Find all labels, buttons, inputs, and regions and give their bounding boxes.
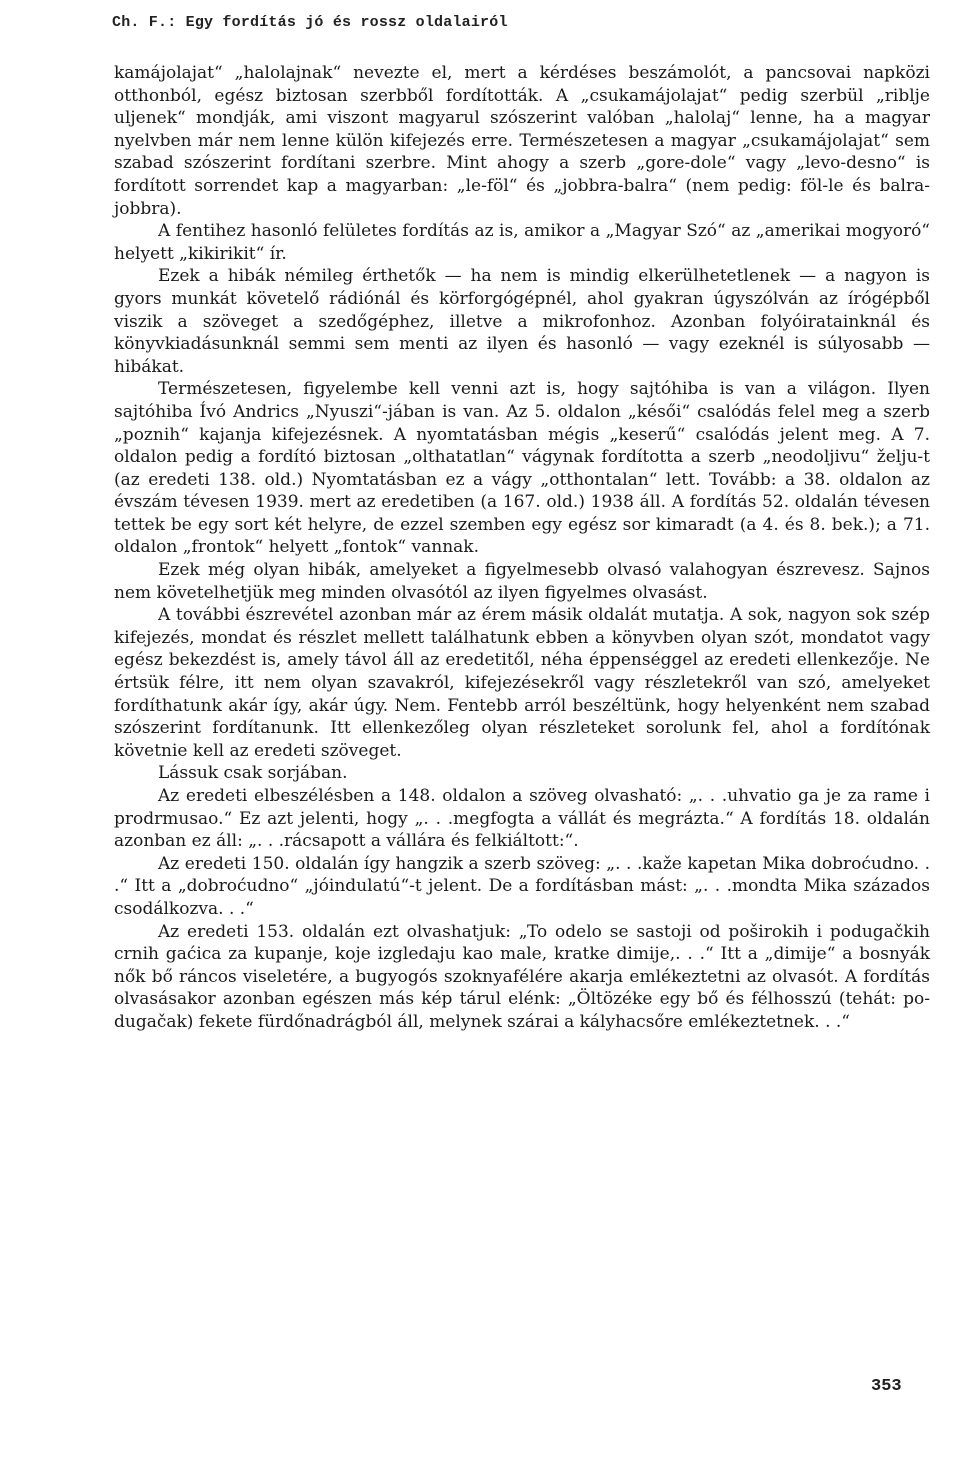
paragraph: Az eredeti elbeszélésben a 148. oldalon a szöveg olvasható: „. . .uhvatio ga je za rame i prodrmusao.“ Ez azt jelenti, hogy „. . .megfogta a vállát és megrázta.“ A fordítás 18. oldalán azonban ez áll: „. . .rácsapott a vállára és felkiáltott:“. [114,786,930,852]
paragraph: Az eredeti 153. oldalán ezt olvashatjuk: „To odelo se sastoji od poširokih i podugačkih crnih gaćica za kupanje, koje izgledaju kao male, kratke dimije,. . .“ Itt a „dimije“ a bosnyák nők bő ráncos viseletére, a bugyogós szoknyafélére akarja emlékeztetni az olvasót. A fordítás olvasásakor azonban egészen más kép tárul elénk: „Öltözéke egy bő és félhosszú (tehát: po-dugačak) fekete fürdőnadrágból áll, melynek szárai a kályhacsőre emlékeztetnek. . .“ [114,921,930,1032]
paragraph: A további észrevétel azonban már az érem másik oldalát mutatja. A sok, nagyon sok szép kifejezés, mondat és részlet mellett találhatunk ebben a könyvben olyan szót, mondatot vagy egész bekezdést is, amely távol áll az eredetitől, néha éppenséggel az eredeti ellenkezője. Ne értsük félre, itt nem olyan szavakról, kifejezésekről vagy részletekről van szó, amelyeket fordíthatunk akár így, akár úgy. Nem. Fentebb arról beszéltünk, hogy helyenként nem szabad szószerint fordítanunk. Itt ellenkezőleg olyan részleteket sorolunk fel, ahol a fordítónak követnie kell az eredeti szöveget. [114,605,930,761]
paragraph: Ezek a hibák némileg érthetők — ha nem is mindig elkerülhetetlenek — a nagyon is gyors munkát követelő rádiónál és körforgógépnél, ahol gyakran úgyszólván az írógépből viszik a szöveget a szedőgéphez, illetve a mikrofonhoz. Azonban folyóiratainknál és könyvkiadásunknál semmi sem menti az ilyen és hasonló — vagy ezeknél is súlyosabb — hibákat. [114,266,930,377]
body-text [114,62,930,1034]
paragraph: Természetesen, figyelembe kell venni azt is, hogy sajtóhiba is van a világon. Ilyen sajtóhiba Ívó Andrics „Nyuszi“-jában is van. Az 5. oldalon „késői“ csalódás felel meg a szerb „poznih“ kajanja kifejezésnek. A nyomtatásban mégis „keserű“ csalódás jelent meg. A 7. oldalon pedig a fordító biztosan „olthatatlan“ vágynak fordította a szerb „neodoljivu“ želju-t (az eredeti 138. old.) Nyomtatásban ez a vágy „otthontalan“ lett. Tovább: a 38. oldalon az évszám tévesen 1939. mert az eredetiben (a 167. old.) 1938 áll. A fordítás 52. oldalán tévesen tettek be egy sort két helyre, de ezzel szemben egy egész sor kimaradt (a 4. és 8. bek.); a 71. oldalon „frontok“ helyett „fontok“ vannak. [114,379,930,558]
paragraph: Lássuk csak sorjában. [158,763,348,784]
page-number: 353 [871,1377,902,1396]
paragraph: Az eredeti 150. oldalán így hangzik a szerb szöveg: „. . .kaže kapetan Mika dobroćudno. . .“ Itt a „dobroćudno“ „jóindulatú“-t jelent. De a fordításban mást: „. . .mondta Mika százados csodálkozva. . .“ [114,853,930,919]
running-head: Ch. F.: Egy fordítás jó és rossz oldalairól [112,14,508,31]
paragraph: kamájolajat“ „halolajnak“ nevezte el, mert a kérdéses beszámolót, a pancsovai napközi otthonból, egész biztosan szerbből fordították. A „csukamájolajat“ pedig szerbül „riblje uljenek“ mondják, ami viszont magyarul szószerint valóban „halolaj“ lenne, ha a magyar nyelvben már nem lenne külön kifejezés erre. Természetesen a magyar „csukamájolajat“ sem szabad szószerint fordítani szerbre. Mint ahogy a szerb „gore-dole“ vagy „levo-desno“ is fordított sorrendet kap a magyarban: „le-föl“ és „jobbra-balra“ (nem pedig: föl-le és balra-jobbra). [114,63,930,219]
paragraph: Ezek még olyan hibák, amelyeket a figyelmesebb olvasó valahogyan észrevesz. Sajnos nem követelhetjük meg minden olvasótól az ilyen figyelmes olvasást. [114,560,930,603]
paragraph: A fentihez hasonló felületes fordítás az is, amikor a „Magyar Szó“ az „amerikai mogyoró“ helyett „kikirikit“ ír. [114,221,930,264]
